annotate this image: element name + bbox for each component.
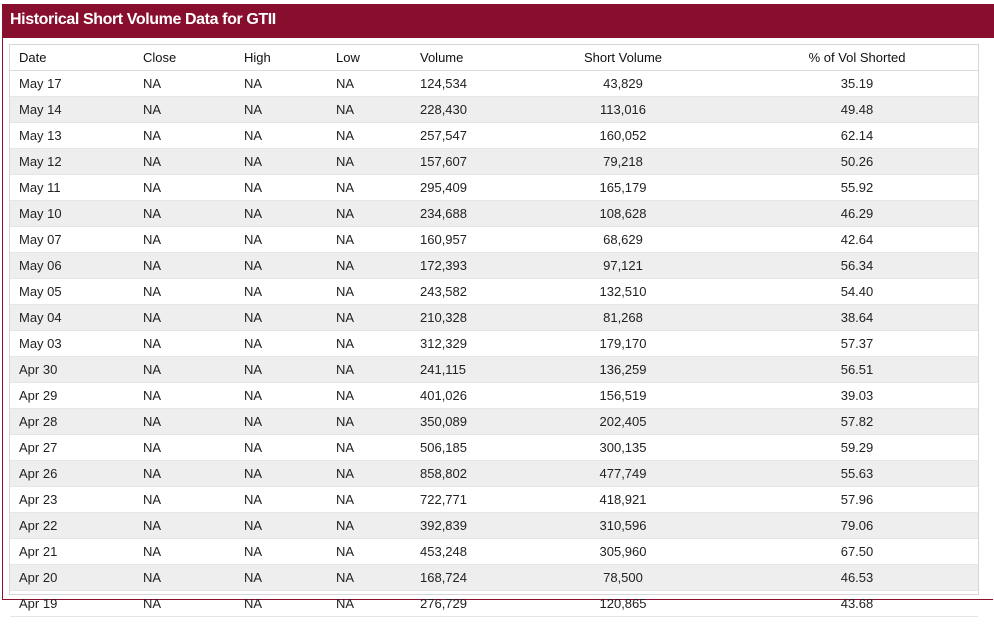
short-volume-cell: 160,052 — [540, 123, 736, 149]
volume-cell: 350,089 — [420, 409, 540, 435]
date-cell: Apr 26 — [10, 461, 143, 487]
close-cell: NA — [143, 435, 244, 461]
pct-vol-shorted-cell: 54.40 — [736, 279, 978, 305]
high-cell: NA — [244, 175, 336, 201]
close-cell: NA — [143, 591, 244, 617]
table-row — [10, 201, 978, 227]
short-volume-cell: 120,865 — [540, 591, 736, 617]
pct-vol-shorted-cell: 67.50 — [736, 539, 978, 565]
high-cell: NA — [244, 487, 336, 513]
close-cell: NA — [143, 305, 244, 331]
volume-cell: 295,409 — [420, 175, 540, 201]
pct-vol-shorted-cell: 79.06 — [736, 513, 978, 539]
table-row — [10, 149, 978, 175]
pct-vol-shorted-cell: 50.26 — [736, 149, 978, 175]
table-row — [10, 175, 978, 201]
date-cell: Apr 19 — [10, 591, 143, 617]
high-cell: NA — [244, 383, 336, 409]
pct-vol-shorted-cell: 39.03 — [736, 383, 978, 409]
column-header-date: Date — [10, 45, 143, 71]
low-cell: NA — [336, 305, 420, 331]
volume-cell: 234,688 — [420, 201, 540, 227]
table-row — [10, 591, 978, 617]
low-cell: NA — [336, 591, 420, 617]
short-volume-cell: 418,921 — [540, 487, 736, 513]
low-cell: NA — [336, 331, 420, 357]
high-cell: NA — [244, 97, 336, 123]
low-cell: NA — [336, 149, 420, 175]
low-cell: NA — [336, 409, 420, 435]
short-volume-cell: 136,259 — [540, 357, 736, 383]
table-row — [10, 383, 978, 409]
date-cell: Apr 29 — [10, 383, 143, 409]
column-header-volume: Volume — [420, 45, 540, 71]
low-cell: NA — [336, 461, 420, 487]
table-row — [10, 357, 978, 383]
high-cell: NA — [244, 201, 336, 227]
pct-vol-shorted-cell: 42.64 — [736, 227, 978, 253]
pct-vol-shorted-cell: 57.37 — [736, 331, 978, 357]
close-cell: NA — [143, 71, 244, 97]
column-header-short-volume: Short Volume — [540, 45, 736, 71]
high-cell: NA — [244, 591, 336, 617]
volume-cell: 241,115 — [420, 357, 540, 383]
table-header-row — [10, 45, 978, 71]
column-header-pct-vol-shorted: % of Vol Shorted — [736, 45, 978, 71]
volume-cell: 157,607 — [420, 149, 540, 175]
low-cell: NA — [336, 487, 420, 513]
date-cell: Apr 27 — [10, 435, 143, 461]
date-cell: May 06 — [10, 253, 143, 279]
volume-cell: 276,729 — [420, 591, 540, 617]
high-cell: NA — [244, 435, 336, 461]
short-volume-cell: 97,121 — [540, 253, 736, 279]
short-volume-cell: 156,519 — [540, 383, 736, 409]
date-cell: May 13 — [10, 123, 143, 149]
date-cell: May 11 — [10, 175, 143, 201]
table-body — [10, 71, 978, 617]
pct-vol-shorted-cell: 46.29 — [736, 201, 978, 227]
close-cell: NA — [143, 565, 244, 591]
pct-vol-shorted-cell: 55.92 — [736, 175, 978, 201]
short-volume-cell: 113,016 — [540, 97, 736, 123]
close-cell: NA — [143, 357, 244, 383]
low-cell: NA — [336, 201, 420, 227]
close-cell: NA — [143, 383, 244, 409]
volume-cell: 257,547 — [420, 123, 540, 149]
volume-cell: 312,329 — [420, 331, 540, 357]
table-row — [10, 227, 978, 253]
short-volume-cell: 68,629 — [540, 227, 736, 253]
close-cell: NA — [143, 513, 244, 539]
table-row — [10, 279, 978, 305]
low-cell: NA — [336, 539, 420, 565]
short-volume-cell: 300,135 — [540, 435, 736, 461]
high-cell: NA — [244, 279, 336, 305]
table-row — [10, 435, 978, 461]
low-cell: NA — [336, 383, 420, 409]
low-cell: NA — [336, 71, 420, 97]
date-cell: May 04 — [10, 305, 143, 331]
panel-title: Historical Short Volume Data for GTII — [10, 11, 276, 28]
pct-vol-shorted-cell: 49.48 — [736, 97, 978, 123]
high-cell: NA — [244, 513, 336, 539]
short-volume-cell: 79,218 — [540, 149, 736, 175]
short-volume-panel — [2, 4, 993, 611]
date-cell: May 05 — [10, 279, 143, 305]
table-row — [10, 487, 978, 513]
low-cell: NA — [336, 253, 420, 279]
table-row — [10, 71, 978, 97]
volume-cell: 160,957 — [420, 227, 540, 253]
short-volume-cell: 43,829 — [540, 71, 736, 97]
table-row — [10, 539, 978, 565]
table-row — [10, 461, 978, 487]
date-cell: May 03 — [10, 331, 143, 357]
date-cell: May 10 — [10, 201, 143, 227]
pct-vol-shorted-cell: 59.29 — [736, 435, 978, 461]
table-row — [10, 513, 978, 539]
pct-vol-shorted-cell: 43.68 — [736, 591, 978, 617]
pct-vol-shorted-cell: 35.19 — [736, 71, 978, 97]
low-cell: NA — [336, 97, 420, 123]
low-cell: NA — [336, 513, 420, 539]
high-cell: NA — [244, 539, 336, 565]
close-cell: NA — [143, 279, 244, 305]
high-cell: NA — [244, 409, 336, 435]
volume-cell: 392,839 — [420, 513, 540, 539]
panel-header — [3, 4, 994, 38]
pct-vol-shorted-cell: 38.64 — [736, 305, 978, 331]
date-cell: May 07 — [10, 227, 143, 253]
table-row — [10, 253, 978, 279]
pct-vol-shorted-cell: 46.53 — [736, 565, 978, 591]
table-row — [10, 305, 978, 331]
close-cell: NA — [143, 123, 244, 149]
short-volume-cell: 179,170 — [540, 331, 736, 357]
short-volume-cell: 132,510 — [540, 279, 736, 305]
date-cell: Apr 22 — [10, 513, 143, 539]
short-volume-cell: 108,628 — [540, 201, 736, 227]
date-cell: May 17 — [10, 71, 143, 97]
close-cell: NA — [143, 175, 244, 201]
close-cell: NA — [143, 97, 244, 123]
pct-vol-shorted-cell: 55.63 — [736, 461, 978, 487]
volume-cell: 210,328 — [420, 305, 540, 331]
high-cell: NA — [244, 357, 336, 383]
pct-vol-shorted-cell: 57.96 — [736, 487, 978, 513]
high-cell: NA — [244, 71, 336, 97]
short-volume-table — [10, 45, 978, 617]
pct-vol-shorted-cell: 56.51 — [736, 357, 978, 383]
date-cell: Apr 28 — [10, 409, 143, 435]
close-cell: NA — [143, 539, 244, 565]
low-cell: NA — [336, 435, 420, 461]
short-volume-cell: 165,179 — [540, 175, 736, 201]
date-cell: Apr 30 — [10, 357, 143, 383]
volume-cell: 228,430 — [420, 97, 540, 123]
volume-cell: 243,582 — [420, 279, 540, 305]
table-row — [10, 123, 978, 149]
column-header-low: Low — [336, 45, 420, 71]
high-cell: NA — [244, 123, 336, 149]
short-volume-cell: 202,405 — [540, 409, 736, 435]
close-cell: NA — [143, 487, 244, 513]
short-volume-cell: 78,500 — [540, 565, 736, 591]
column-header-close: Close — [143, 45, 244, 71]
close-cell: NA — [143, 409, 244, 435]
table-row — [10, 331, 978, 357]
low-cell: NA — [336, 279, 420, 305]
low-cell: NA — [336, 175, 420, 201]
short-volume-cell: 477,749 — [540, 461, 736, 487]
volume-cell: 858,802 — [420, 461, 540, 487]
volume-cell: 168,724 — [420, 565, 540, 591]
close-cell: NA — [143, 149, 244, 175]
close-cell: NA — [143, 227, 244, 253]
low-cell: NA — [336, 357, 420, 383]
column-header-high: High — [244, 45, 336, 71]
high-cell: NA — [244, 305, 336, 331]
short-volume-cell: 305,960 — [540, 539, 736, 565]
pct-vol-shorted-cell: 57.82 — [736, 409, 978, 435]
table-row — [10, 409, 978, 435]
low-cell: NA — [336, 123, 420, 149]
close-cell: NA — [143, 461, 244, 487]
pct-vol-shorted-cell: 56.34 — [736, 253, 978, 279]
short-volume-cell: 81,268 — [540, 305, 736, 331]
table-row — [10, 97, 978, 123]
high-cell: NA — [244, 253, 336, 279]
date-cell: May 12 — [10, 149, 143, 175]
volume-cell: 506,185 — [420, 435, 540, 461]
high-cell: NA — [244, 331, 336, 357]
date-cell: Apr 20 — [10, 565, 143, 591]
high-cell: NA — [244, 461, 336, 487]
table-row — [10, 565, 978, 591]
close-cell: NA — [143, 331, 244, 357]
close-cell: NA — [143, 201, 244, 227]
volume-cell: 453,248 — [420, 539, 540, 565]
short-volume-cell: 310,596 — [540, 513, 736, 539]
date-cell: May 14 — [10, 97, 143, 123]
high-cell: NA — [244, 227, 336, 253]
volume-cell: 124,534 — [420, 71, 540, 97]
volume-cell: 401,026 — [420, 383, 540, 409]
high-cell: NA — [244, 149, 336, 175]
pct-vol-shorted-cell: 62.14 — [736, 123, 978, 149]
low-cell: NA — [336, 227, 420, 253]
close-cell: NA — [143, 253, 244, 279]
date-cell: Apr 23 — [10, 487, 143, 513]
date-cell: Apr 21 — [10, 539, 143, 565]
volume-cell: 172,393 — [420, 253, 540, 279]
high-cell: NA — [244, 565, 336, 591]
low-cell: NA — [336, 565, 420, 591]
volume-cell: 722,771 — [420, 487, 540, 513]
short-volume-table-container — [9, 44, 979, 611]
